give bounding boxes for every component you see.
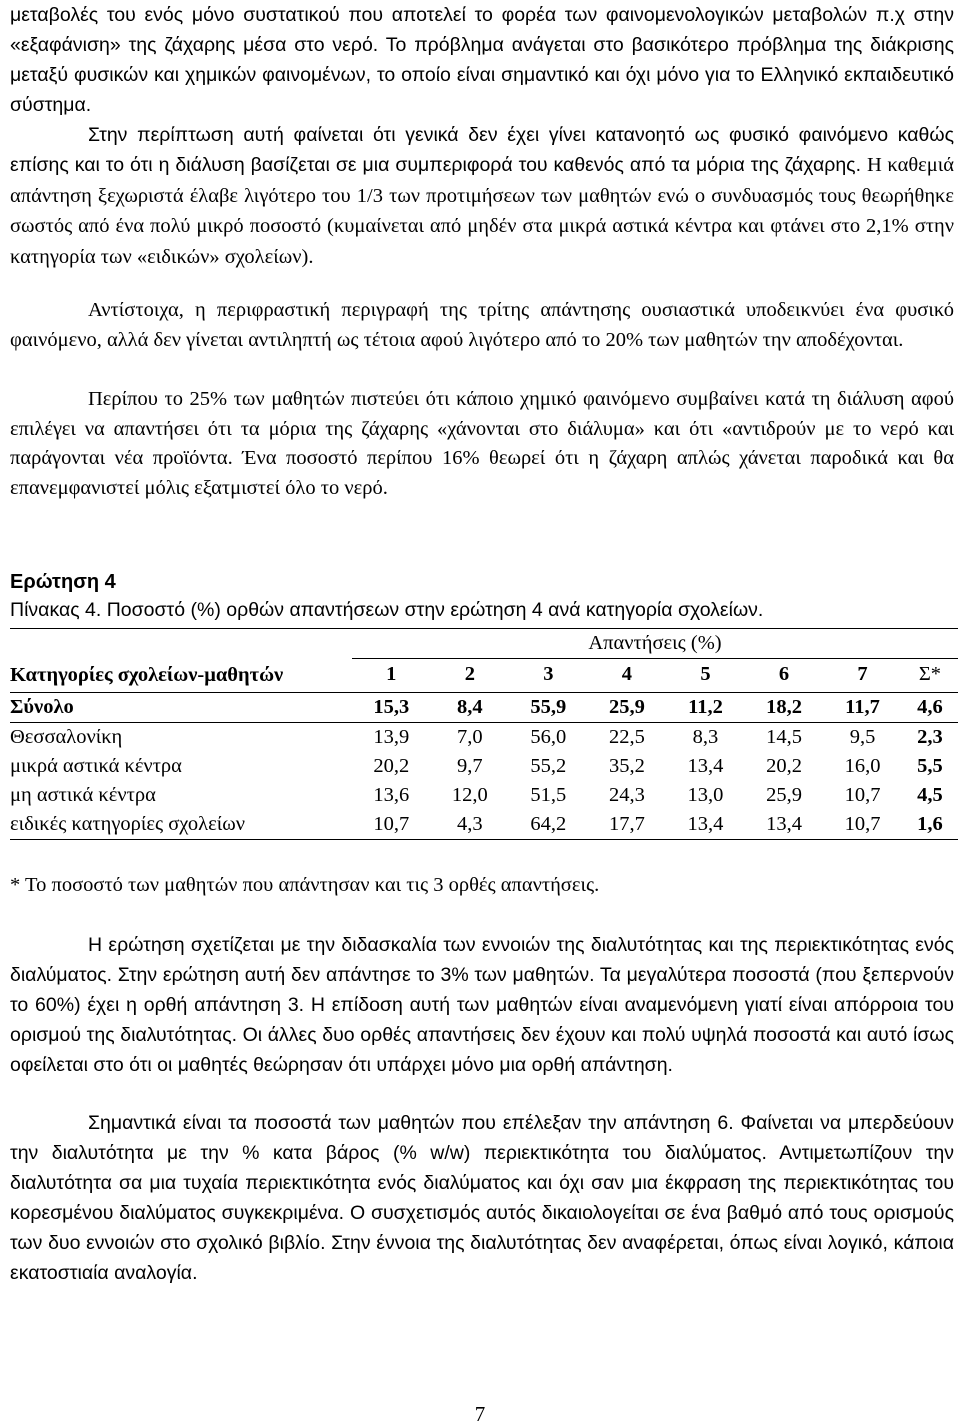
row-category: Σύνολο <box>10 693 352 723</box>
table-cell: 15,3 <box>352 693 431 723</box>
table-cell: 20,2 <box>373 755 410 777</box>
column-header: 3 <box>509 659 588 693</box>
table-row-total <box>10 693 958 723</box>
table-cell: 7,0 <box>457 726 483 748</box>
table-cell-sum: 5,5 <box>917 755 943 777</box>
paragraph-dissolution-sentence-1: Στην περίπτωση αυτή φαίνεται ότι γενικά δεν έχει γίνει κατανοητό ως φυσικό φαινόμενο καθώς επίσης και το ότι η διάλυση βασίζεται σε μια συμπεριφορά του καθενός από τα μόρια της ζάχαρης. <box>10 124 954 176</box>
table-answers-header-row <box>10 629 958 659</box>
table-cell-sum: 1,6 <box>902 810 958 840</box>
column-header: 6 <box>745 659 824 693</box>
table-cell: 64,2 <box>509 810 588 840</box>
table-cell: 13,4 <box>666 810 745 840</box>
row-category: Θεσσαλονίκη <box>10 726 123 748</box>
column-header: 5 <box>666 659 745 693</box>
paragraph-answer-six: Σημαντικά είναι τα ποσοστά των μαθητών που επέλεξαν την απάντηση 6. Φαίνεται να μπερδεύουν την διαλυτότητα με την % κατα βάρος (% w/w) περιεκτικότητα του διαλύματος. Αντιμετωπίζουν την διαλυτότητα σα μια τυχαία περιεκτικότητα ενός διαλύματος και όχι σαν μια έκφραση της περιεκτικότητας του κορεσμένου διαλύματος συγκεκριμένα. Ο συσχετισμός αυτός δικαιολογείται σε ένα βαθμό από τους ορισμούς των δυο εννοιών στο σχολικό βιβλίο. Στην έννοια της διαλυτότητας δεν αναφέρεται, όπως είναι λογικό, κάποια εκατοστιαία αναλογία. <box>10 1112 954 1284</box>
column-header: 4 <box>588 659 667 693</box>
column-header-sum: Σ* <box>902 659 958 693</box>
table-row <box>10 781 958 810</box>
table-cell: 13,9 <box>373 726 410 748</box>
column-header: 1 <box>352 659 431 693</box>
table-cell: 10,7 <box>352 810 431 840</box>
row-category: μικρά αστικά κέντρα <box>10 755 182 777</box>
paragraph-third-answer: Αντίστοιχα, η περιφραστική περιγραφή της τρίτης απάντησης ουσιαστικά υποδεικνύει ένα φυσικό φαινόμενο, αλλά δεν γίνεται αντιληπτή ως τέτοια αφού λιγότερο από το 20% των μαθητών την αποδέχονται. <box>10 299 954 351</box>
table-cell: 11,2 <box>666 693 745 723</box>
table-cell: 13,0 <box>687 784 724 806</box>
page-number: 7 <box>474 1402 486 1426</box>
paragraph-intro: μεταβολές του ενός μόνο συστατικού που αποτελεί το φορέα των φαινομενολογικών μεταβολών π.χ στην «εξαφάνιση» της ζάχαρης μέσα στο νερό. Το πρόβλημα ανάγεται στο βασικότερο πρόβλημα της διάκρισης μεταξύ φυσικών και χημικών φαινομένων, το οποίο είναι σημαντικό και όχι μόνο για το Ελληνικό εκπαιδευτικό σύστημα. <box>10 4 954 116</box>
table-row <box>10 723 958 753</box>
row-category: ειδικές κατηγορίες σχολείων <box>10 810 352 840</box>
table-cell: 51,5 <box>530 784 567 806</box>
table-empty-cell <box>10 629 352 659</box>
table-cell: 20,2 <box>766 755 802 777</box>
table-cell: 9,5 <box>849 726 876 748</box>
paragraph-chemical-sentence-1: Περίπου το 25% των μαθητών πιστεύει ότι κάποιο χημικό φαινόμενο συμβαίνει κατά τη διάλυση αφού επιλέγει να απαντήσει ότι τα μόρια της ζάχαρης «χάνονται στο διάλυμα» και ότι «αντιδρούν με το νερό και παράγονται νέα προϊόντα. <box>10 388 954 469</box>
table-row <box>10 752 958 781</box>
table-cell: 56,0 <box>530 726 567 748</box>
table-cell: 18,2 <box>745 693 824 723</box>
column-header: 2 <box>431 659 510 693</box>
results-table <box>10 628 958 840</box>
column-header: 7 <box>823 659 902 693</box>
table-cell: 24,3 <box>608 784 645 806</box>
table-cell: 11,7 <box>823 693 902 723</box>
table-cell: 25,9 <box>588 693 667 723</box>
table-cell: 25,9 <box>766 784 802 806</box>
table-cell: 8,3 <box>692 726 719 748</box>
table-cell-sum: 2,3 <box>917 726 943 748</box>
paragraph-dissolution-sentence-2: Η καθεμιά απάντηση ξεχωριστά έλαβε λιγότερο του 1/3 των προτιμήσεων των μαθητών ενώ ο συνδυασμός τους θεωρήθηκε σωστός από ένα πολύ μικρό ποσοστό (κυμαίνεται από μηδέν στα μικρά αστικά κέντρα και φτάνει στο 2,1% στην κατηγορία των «ειδικών» σχολείων). <box>10 154 954 268</box>
table-cell: 17,7 <box>588 810 667 840</box>
table-caption: Πίνακας 4. Ποσοστό (%) ορθών απαντήσεων στην ερώτηση 4 ανά κατηγορία σχολείων. <box>10 599 764 621</box>
table-cell: 10,7 <box>823 810 902 840</box>
paragraph-chemical <box>10 385 954 503</box>
paragraph-question-analysis: Η ερώτηση σχετίζεται με την διδασκαλία των εννοιών της διαλυτότητας και της περιεκτικότητας ενός διαλύματος. Στην ερώτηση αυτή δεν απάντησε το 3% των μαθητών. Τα μεγαλύτερα ποσοστά (που ξεπερνούν το 60%) έχει η ορθή απάντηση 3. Η επίδοση αυτή των μαθητών είναι αναμενόμενη γιατί είναι απόρροια του ορισμού της διαλυτότητας. Οι άλλες δυο ορθές απαντήσεις δεν έχουν και πολύ υψηλά ποσοστά και αυτό ίσως οφείλεται στο ότι οι μαθητές θεώρησαν ότι υπάρχει μόνο μια ορθή απάντηση. <box>10 934 954 1076</box>
table-cell: 4,3 <box>431 810 510 840</box>
table-cell: 10,7 <box>844 784 881 806</box>
table-cell: 13,4 <box>687 755 724 777</box>
question-heading: Ερώτηση 4 <box>10 571 116 593</box>
paragraph-chemical-sentence-2: Ένα ποσοστό περίπου 16% θεωρεί ότι η ζάχαρη απλώς χάνεται παροδικά και θα επανεμφανιστεί μόλις εξατμιστεί όλο το νερό. <box>10 447 954 499</box>
table-cell: 55,9 <box>509 693 588 723</box>
category-header: Κατηγορίες σχολείων-μαθητών <box>10 659 352 693</box>
table-cell-sum: 4,5 <box>917 784 943 806</box>
answers-header: Απαντήσεις (%) <box>352 629 958 659</box>
table-cell: 55,2 <box>530 755 567 777</box>
table-cell: 16,0 <box>844 755 881 777</box>
table-footnote: * Το ποσοστό των μαθητών που απάντησαν και τις 3 ορθές απαντήσεις. <box>10 874 600 896</box>
table-cell: 9,7 <box>457 755 483 777</box>
table-cell: 12,0 <box>451 784 488 806</box>
table-cell: 35,2 <box>608 755 645 777</box>
table-column-header-row <box>10 659 958 693</box>
table-cell: 13,6 <box>373 784 410 806</box>
table-cell-sum: 4,6 <box>902 693 958 723</box>
table-cell: 14,5 <box>766 726 802 748</box>
table-cell: 22,5 <box>608 726 645 748</box>
table-row <box>10 810 958 840</box>
table-cell: 8,4 <box>431 693 510 723</box>
table-cell: 13,4 <box>745 810 824 840</box>
paragraph-dissolution <box>10 120 954 272</box>
row-category: μη αστικά κέντρα <box>10 784 156 806</box>
